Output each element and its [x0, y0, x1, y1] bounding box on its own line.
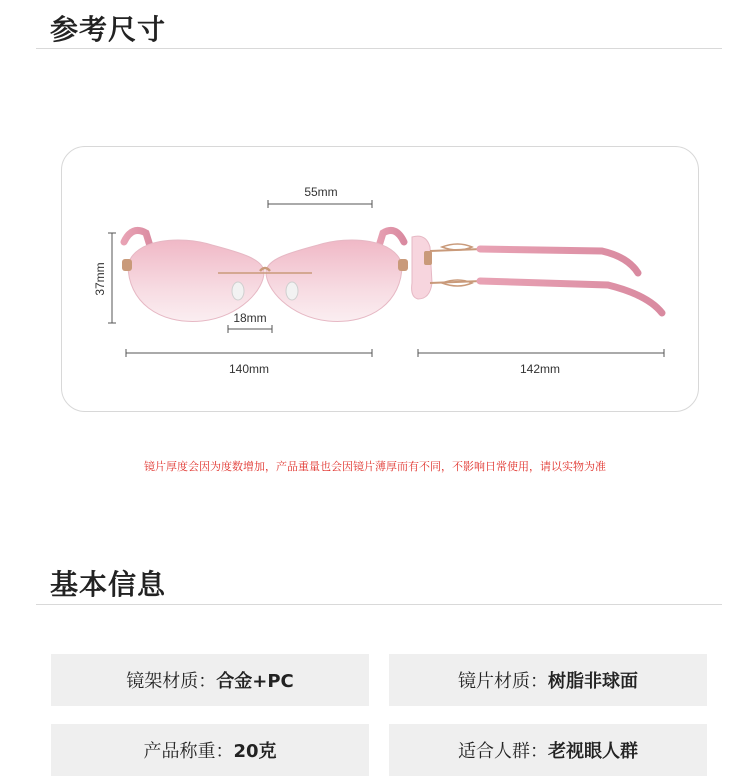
info-value: 合金+PC: [216, 671, 294, 692]
size-section-divider: [36, 48, 722, 49]
frame-width-dimension: [126, 349, 372, 357]
info-lens-material: [389, 654, 707, 706]
bridge-dimension: [228, 325, 272, 333]
glasses-front-view: [122, 230, 408, 321]
lens-width-label: 55mm: [304, 185, 338, 199]
temple-length-dimension: [418, 349, 664, 357]
glasses-side-view: [412, 236, 662, 313]
temple-length-label: 142mm: [519, 362, 561, 376]
info-label: 镜片材质：: [458, 671, 548, 692]
info-value: 树脂非球面: [548, 671, 638, 692]
info-frame-material: [51, 654, 369, 706]
info-value: 20克: [233, 741, 277, 762]
size-section-title: 参考尺寸: [50, 13, 167, 46]
info-section-title: 基本信息: [50, 568, 167, 601]
info-audience: [389, 724, 707, 776]
bridge-label: 18mm: [233, 311, 267, 325]
frame-width-label: 140mm: [228, 362, 270, 376]
info-label: 适合人群：: [458, 741, 548, 762]
info-weight: [51, 724, 369, 776]
info-section-divider: [36, 604, 722, 605]
lens-height-label: 37mm: [93, 262, 107, 296]
glasses-diagram: [62, 147, 698, 411]
info-label: 产品称重：: [143, 741, 234, 762]
info-label: 镜架材质：: [126, 671, 217, 692]
lens-height-dimension: [108, 233, 116, 323]
size-diagram-card: [61, 146, 699, 412]
lens-width-dimension: [268, 200, 372, 208]
thickness-note: 镜片厚度会因为度数增加，产品重量也会因镜片薄厚而有不同，不影响日常使用，请以实物为准: [144, 460, 606, 473]
info-value: 老视眼人群: [548, 741, 638, 762]
